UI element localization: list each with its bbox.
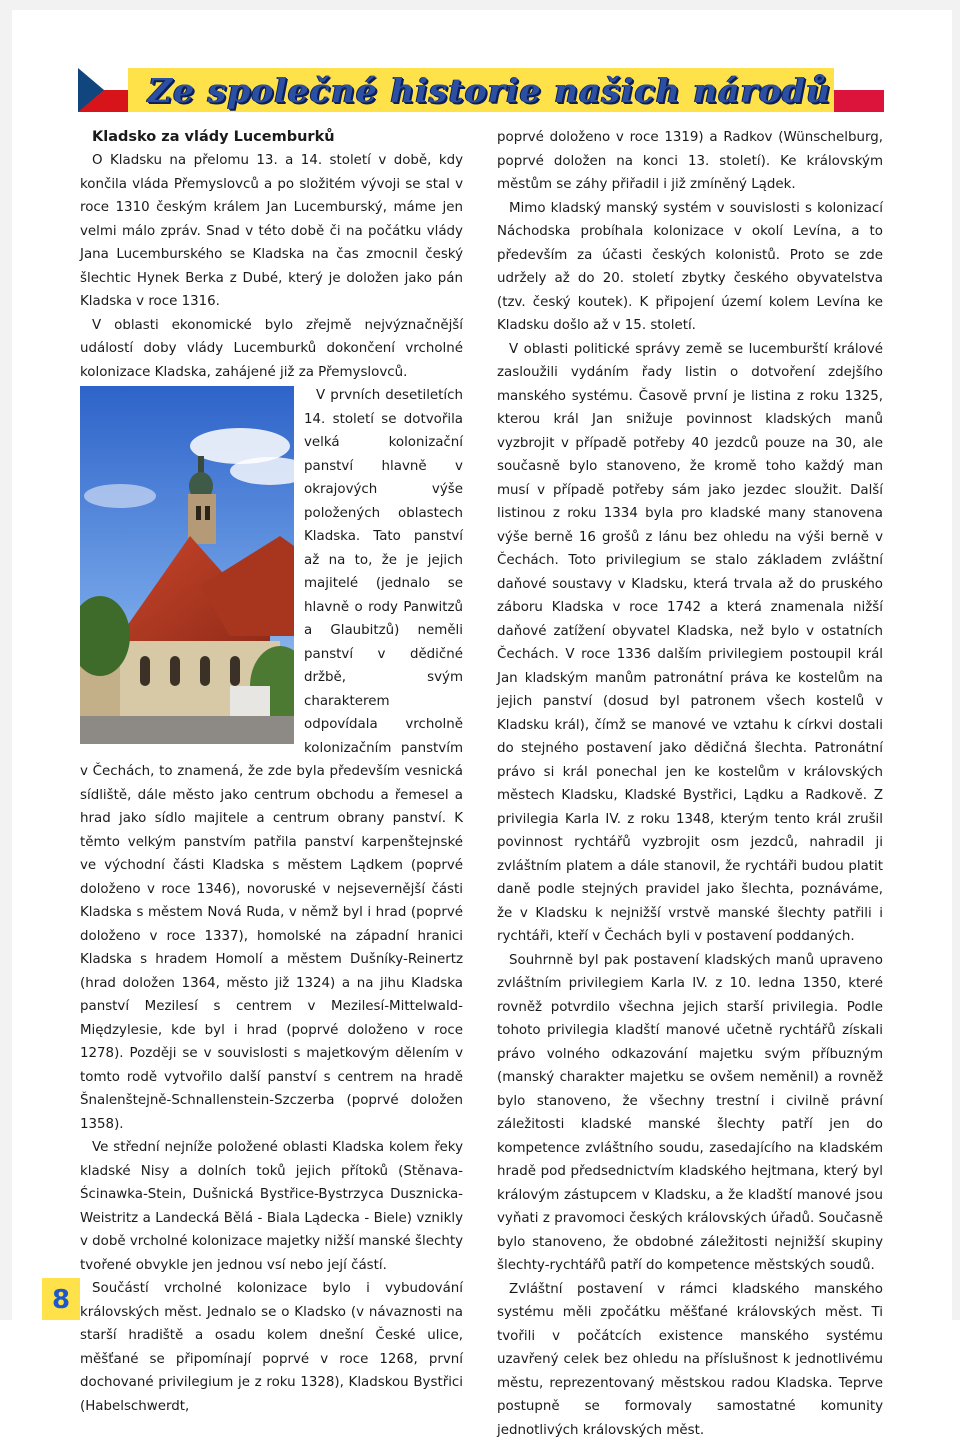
paragraph: Mimo kladský manský systém v souvislosti s kolonizací Náchodska probíhala kolonizace v okolí Levína, a to především za účasti českých kolonistů. Proto se zde udržely až do 20. století zbytky českého obyvatelstva (tzv. český koutek). K připojení území kolem Levína ke Kladsku došlo až v 15. století. [497,197,883,338]
left-column [80,126,463,1418]
section-heading: Kladsko za vlády Lucemburků [80,126,463,149]
right-column [497,126,883,1442]
paragraph: V prvních desetiletích 14. století se dotvořila velká kolonizační panství hlavně v okrajových výše položených oblastech Kladska. Tato panství až na to, že je jejich majitelé (jednalo se hlavně o rody Panwitzů a Glaubitzů) neměli panství v dědičné držbě, svým charakterem odpovídala vrcholně kolonizačním panstvím v Čechách, to znamená, že zde byla především vesnická sídliště, dále město jako centrum obchodu a řemesel a hrad jako sídlo majitele a centrum obrany panství. K těmto velkým panstvím patřila panství karpenštejnské ve východní části Kladska s městem Lądkem (poprvé doloženo v roce 1346), novoruské v nejsevernější části Kladska s městem Nová Ruda, v němž byl i hrad (poprvé doloženo v roce 1337), homolské na západní hranici Kladska s hradem Homolí a městem Dušníky-Reinertz (hrad doložen 1364, město již 1324) a na jihu Kladska panství Mezilesí s centrem v Mezilesí-Mittelwald-Międzylesie, kde byl i hrad (poprvé doloženo v roce 1278). Později se v souvislosti s majetkovým dělením v tomto rodě vytvořilo další panství s centrem na hradě Šnalenštejně-Schnallenstein-Szczerba (poprvé doložen 1358). [80,384,463,1136]
page-title: Ze společné historie našich národů [148,68,838,112]
czech-flag-icon [78,68,128,112]
church-illustration [80,386,294,744]
paragraph: O Kladsku na přelomu 13. a 14. století v době, kdy končila vláda Přemyslovců a po složitém vývoji se stal v roce 1310 českým králem Jan Lucemburský, máme jen velmi málo zpráv. Snad v této době či na počátku vlády Jana Lucemburského se Kladska na čas zmocnil český šlechtic Hynek Berka z Dubé, který je doložen jako pán Kladska v roce 1316. [80,149,463,314]
page-edge-right [952,0,960,1320]
paragraph: Zvláštní postavení v rámci kladského manského systému měli zpočátku měšťané královských měst. Ti tvořili v počátcích existence manského systému uzavřený celek bez ohledu na příslušnost k jednotlivému městu, reprezentovaný městskou radou Kladska. Teprve postupně se formovaly samostatné komunity jednotlivých královských měst. [497,1278,883,1442]
paragraph: V oblasti politické správy země se lucemburští králové zasloužili vydáním řady listin o dotvoření zdejšího manského systému. Časově první je listina z roku 1325, kterou král Jan snižuje povinnost kladských manů vyzbrojit v případě potřeby 40 jezdců pouze na 30, ale současně bylo stanoveno, že kromě toho každý man musí v případě potřeby sám jako jezdec sloužit. Další listinou z roku 1334 byla pro kladské many stanovena výše berně 16 grošů z lánu bez ohledu na výši berně v Čechách. Toto privilegium se stalo základem zvláštní daňové soustavy v Kladsku, která trvala až do pruského záboru Kladska v roce 1742 a která znamenala nižší daňové zatížení obyvatel Kladska, než bylo v ostatních Čechách. V roce 1336 dalším privilegiem postoupil král Jan kladským manům patronátní práva ke kostelům na jejich panství (dosud byl patronem všech kostelů v Kladsku král), čímž se manové ve vztahu k církvi dostali do stejného postavení jako dědičná šlechta. Patronátní právo si král ponechal jen ke kostelům v královských městech Kladsku, Kladské Bystřici, Lądku a Radkově. Z privilegia Karla IV. z roku 1348, kterým tento král zrušil povinnost rychtářů vyzbrojit osm jezdců, nahradil ji zvláštním platem a dále stanovil, že rychtáři budou platit daně podle stejných pravidel jako šlechta, poznáváme, že v Kladsku k nejnižší vrstvě manské šlechty patřili i rychtáři, kteří v Čechách byli v postavení poddaných. [497,338,883,949]
paragraph: Souhrnně byl pak postavení kladských manů upraveno zvláštním privilegiem Karla IV. z 10. ledna 1350, které rovněž potvrdilo všechna jejich starší privilegia. Podle tohoto privilegia kladští manové učetně rychtářů získali právo volného odkazování majetku svým příbuzným (manský charakter majetku se ovšem neměnil) a rovněž bylo stanoveno, že všechny trestní i civilně právní záležitosti kladské manské šlechty patří jen do kompetence zvláštního soudu, zasedajícího na kladském hradě pod předsednictvím kladského hejtmana, který byl královým zástupcem v Kladsku, a že kladští manové jsou vyňati z pravomoci českých královských úřadů. Současně bylo stanoveno, že obdobné záležitosti nejnižší skupiny šlechty-rychtářů patří do kompetence městských soudů. [497,949,883,1278]
page-edge-top [0,0,960,10]
page-number: 8 [42,1278,80,1320]
paragraph: V oblasti ekonomické bylo zřejmě nejvýznačnější událostí doby vlády Lucemburků dokončení vrcholné kolonizace Kladska, zahájené již za Přemyslovců. [80,314,463,385]
paragraph: poprvé doloženo v roce 1319) a Radkov (Wünschelburg, poprvé doložen na konci 13. století). Ke královským městům se záhy přiřadil i již zmíněný Lądek. [497,126,883,197]
church-photo [80,386,294,744]
paragraph: Součástí vrcholné kolonizace bylo i vybudování královských měst. Jednalo se o Kladsko (v návaznosti na starší hradiště a osadu kolem dnešní České ulice, měšťané se připomínají poprvé v roce 1268, první dochované privilegium je z roku 1328), Kladskou Bystřici (Habelschwerdt, [80,1277,463,1418]
polish-flag-icon [834,68,884,112]
paragraph: Ve střední nejníže položené oblasti Kladska kolem řeky kladské Nisy a dolních toků jejich přítoků (Stěnava-Ścinawka-Stein, Dušnická Bystřice-Bystrzyca Dusznicka-Weistritz a Landecká Bělá - Biala Lądecka - Biele) vznikly v době vrcholné kolonizace majetky nižší manské šlechty tvořené obvykle jen jednou vsí nebo její částí. [80,1136,463,1277]
page-edge-left [0,0,12,1320]
